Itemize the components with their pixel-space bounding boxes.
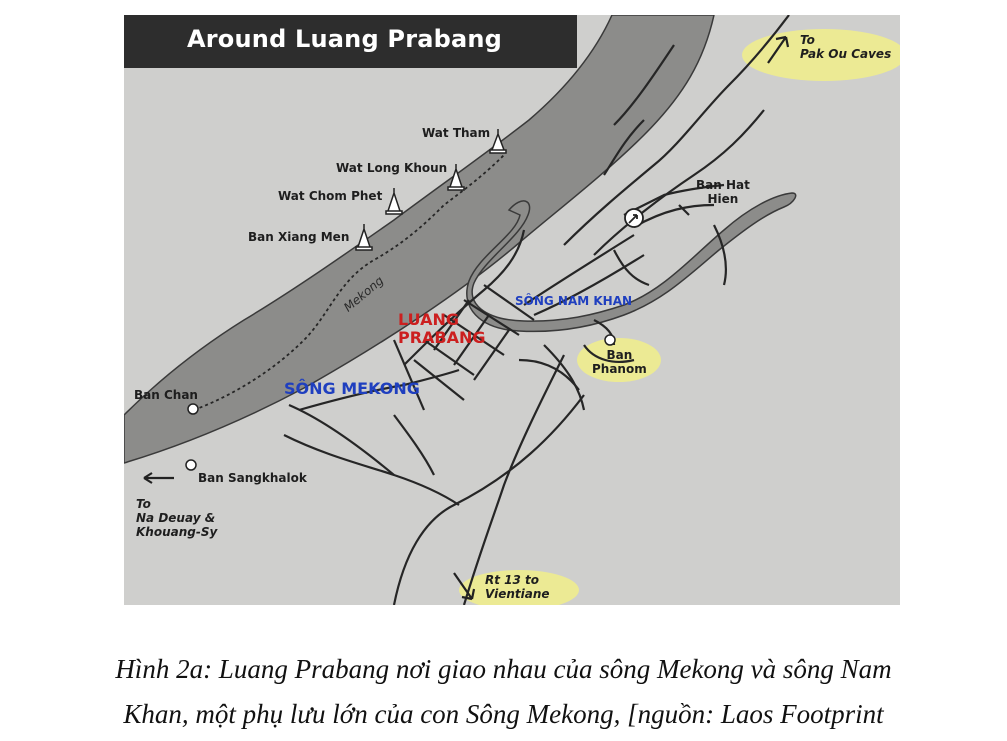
figure-caption-line-2: Khan, một phụ lưu lớn của con Sông Mekong, [nguồn: Laos Footprint [123,699,884,729]
label-na-deuay [136,497,217,539]
label-ban-hat-hien [696,178,750,206]
arrow-icon [140,470,176,486]
label-line: Pak Ou Caves [800,47,892,61]
stupa-icon [446,163,466,191]
label-line: Phanom [592,362,647,376]
label-line: To [136,497,151,511]
label-wat-tham: Wat Tham [422,126,491,140]
stupa-icon [354,223,374,251]
stupa-icon [488,128,508,154]
label-line: Ban [606,348,633,362]
label-ban-xiang-men: Ban Xiang Men [248,230,350,244]
label-ban-chan: Ban Chan [134,388,198,402]
label-line: PRABANG [398,328,486,347]
label-wat-chom-phet: Wat Chom Phet [278,189,383,203]
label-luang-prabang [398,311,486,347]
arrow-icon [764,31,794,65]
stupa-icon [384,187,404,215]
label-mekong: Mekong [341,273,387,315]
label-line: LUANG [398,310,460,329]
label-song-mekong: SÔNG MEKONG [284,379,420,398]
arrow-icon [450,571,480,605]
label-pak-ou-caves [800,33,891,61]
map-title: Around Luang Prabang [187,25,503,53]
village-dot-icon [186,402,200,416]
label-vientiane [485,573,550,601]
label-wat-long-khoun: Wat Long Khoun [336,161,448,175]
label-line: To [800,33,815,47]
map-graphics [124,15,900,605]
label-song-nam-khan: SÔNG NAM KHAN [515,294,633,308]
label-ban-phanom [592,348,647,376]
label-line: Vientiane [485,587,550,601]
label-ban-sangkhalok: Ban Sangkhalok [198,471,307,485]
label-line: Rt 13 to [485,573,540,587]
label-line: Hien [707,192,739,206]
label-line: Ban Hat [696,178,750,192]
label-line: Na Deuay & [136,511,216,525]
luang-prabang-map [124,15,900,605]
compass-icon [623,207,645,229]
map-title-bar [124,15,577,68]
highlight-marks [459,29,900,605]
figure-caption-line-1: Hình 2a: Luang Prabang nơi giao nhau của sông Mekong và sông Nam [115,654,892,684]
label-line: Khouang-Sy [136,525,218,539]
village-dot-icon [603,333,617,347]
village-dot-icon [184,458,198,472]
